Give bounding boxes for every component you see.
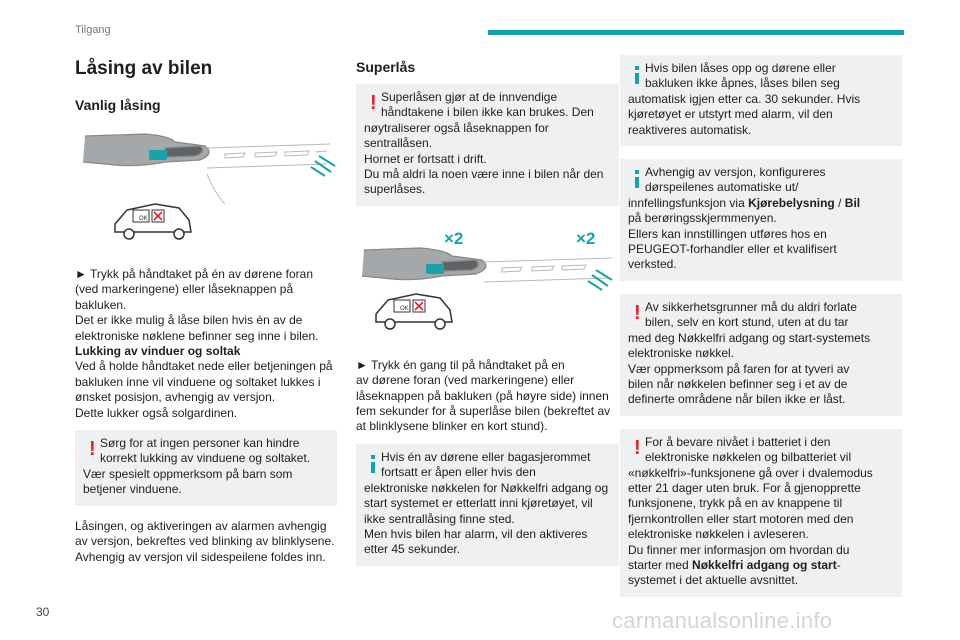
text-line: etter 45 sekunder. [364, 542, 461, 557]
menu-name-lighting: Kjørebelysning [748, 195, 835, 210]
text-line: Dette lukker også solgardinen. [75, 405, 238, 420]
text-line: elektroniske nøkkelen for Nøkkelfri adgang og [364, 480, 609, 495]
text-line: at blinklysene blinker en kort stund). [356, 419, 548, 434]
cross-icon [413, 300, 425, 312]
text-line: etter 21 dager uten bruk. For å gjenopprette [628, 480, 861, 495]
text-line: bakluken inne vil vinduene og soltaket lukkes i [75, 374, 321, 389]
text-line: Du må aldri la noen være inne i bilen når den [364, 167, 604, 182]
heading-windows-sunroof: Lukking av vinduer og soltak [75, 344, 241, 359]
text-line [628, 558, 892, 573]
text-line: systemet i det aktuelle avsnittet. [628, 573, 799, 588]
text-line: Hornet er fortsatt i drift. [364, 151, 487, 166]
text-line [628, 196, 892, 211]
warning-box-windows [75, 430, 337, 506]
column-3 [620, 55, 902, 597]
text-line: Låsingen, og aktiveringen av alarmen avhengig [75, 518, 327, 533]
ok-label: OK [400, 305, 409, 312]
text-line: korrekt lukking av vinduene og soltaket. [100, 451, 311, 466]
text-line: Ellers kan innstillingen utføres hos en [628, 226, 827, 241]
info-box-open-door [356, 444, 619, 566]
text-line: ønsket posisjon, avhengig av versjon. [75, 390, 276, 405]
info-box-mirror-folding [620, 159, 902, 281]
text-line: ► Trykk én gang til på håndtaket på en [356, 357, 565, 372]
text-line: med deg Nøkkelfri adgang og start-systemets [628, 330, 871, 345]
cross-icon [152, 210, 164, 222]
text-line: Hvis én av dørene eller bagasjerommet [381, 449, 591, 464]
door-panel-illustration [484, 258, 612, 282]
text-line: Men hvis bilen har alarm, vil den aktiveres [364, 526, 588, 541]
text-line: sentrallåsen. [364, 136, 433, 151]
text-line: fjernkontrollen eller start motoren med den [628, 511, 854, 526]
paragraph-press-handle [75, 267, 337, 421]
text-line: elektroniske nøkkelen i avleseren. [628, 527, 809, 542]
figure-normal-locking [75, 124, 337, 257]
text-line: start systemet er etterlatt inni kjøretøyet, vil [364, 496, 593, 511]
text-line: betjener vinduene. [83, 482, 182, 497]
warning-box-key-safety [620, 294, 902, 416]
text-line: Du finner mer informasjon om hvordan du [628, 542, 850, 557]
text-line: ! Sørg for at ingen personer kan hindre [100, 436, 300, 451]
times-two-label-left: ×2 [444, 228, 464, 248]
text-line: kjøretøyet er utstyrt med alarm, vil den [628, 107, 833, 122]
text-line: nøytraliserer også låseknappen for [364, 120, 549, 135]
ok-label: OK [139, 216, 148, 222]
text-line: ikke sentrallåsing finne sted. [364, 511, 515, 526]
feature-name-keyless: Nøkkelfri adgang og start [692, 557, 837, 572]
text-line: elektroniske nøklene befinner seg inne i bilen. [75, 328, 319, 343]
text-line: elektroniske nøkkelen og bilbatteriet vil [645, 450, 852, 465]
page-title: Låsing av bilen [75, 58, 213, 79]
text-line: funksjonene, trykk på en av knappene til [628, 496, 843, 511]
handle-illustration [83, 134, 209, 166]
text-line: Det er ikke mulig å låse bilen hvis én av de [75, 313, 303, 328]
text-line: ! Av sikkerhetsgrunner må du aldri forlate [645, 299, 857, 314]
text-line: bakluken. [75, 297, 127, 312]
times-two-label-right: ×2 [576, 228, 596, 248]
watermark: carmanualsonline.info [612, 608, 833, 633]
text-line: elektroniske nøkkel. [628, 346, 735, 361]
press-arrows [311, 156, 335, 176]
text-line: bilen når nøkkelen befinner seg i et av de [628, 376, 848, 391]
info-box-auto-relock [620, 55, 902, 146]
text-line: bakluken ikke åpnes, låses bilen seg [645, 76, 840, 91]
text-line: PEUGEOT-forhandler eller et kvalifisert [628, 242, 837, 257]
press-arrows [588, 270, 612, 290]
text-line: håndtakene i bilen ikke kan brukes. Den [381, 105, 594, 120]
menu-name-vehicle: Bil [844, 195, 861, 210]
figure-deadlocking [356, 224, 619, 342]
text-line: (ved markeringene) eller låseknappen på [75, 282, 294, 297]
text-line: fem sekunder for å superlåse bilen (bekreftet av [356, 404, 611, 419]
text-fragment: - [836, 557, 841, 572]
text-fragment: starter med [628, 557, 693, 572]
text-line: ! Superlåsen gjør at de innvendige [381, 90, 558, 104]
section-header: Tilgang [75, 24, 111, 36]
text-line: Hvis bilen låses opp og dørene eller [645, 61, 836, 75]
text-line: reaktiveres automatisk. [628, 122, 752, 137]
text-line: av dørene foran (ved markeringene) eller [356, 373, 575, 388]
paragraph-confirmation [75, 519, 337, 565]
paragraph-deadlock-action [356, 358, 619, 435]
text-fragment: / [834, 195, 845, 210]
text-line: dørspeilenes automatiske ut/ [645, 180, 799, 195]
warning-box-deadlock [356, 84, 619, 206]
text-line: definerte områdene når bilen ikke er låst. [628, 392, 846, 407]
text-line: på berøringsskjermmenyen. [628, 211, 777, 226]
text-line: ! For å bevare nivået i batteriet i den [645, 434, 831, 449]
page-number: 30 [36, 605, 50, 619]
text-line: superlåses. [364, 182, 426, 197]
text-line: Vær spesielt oppmerksom på barn som [83, 466, 293, 481]
text-line: Vær oppmerksom på faren for at tyveri av [628, 361, 850, 376]
column-2 [356, 58, 619, 566]
text-line: av versjon, bekreftes ved blinking av blinklysene. [75, 534, 335, 549]
text-line: verksted. [628, 257, 677, 272]
text-line: Avhengig av versjon vil sidespeilene foldes inn. [75, 549, 326, 564]
text-fragment: innfellingsfunksjon via [628, 195, 749, 210]
text-line: låseknappen på bakluken (på høyre side) innen [356, 388, 609, 403]
text-line: Ved å holde håndtaket nede eller betjeningen på [75, 359, 333, 374]
text-line: «nøkkelfri»-funksjonene gå over i dvalemodus [628, 465, 873, 480]
subtitle-normal-locking: Vanlig låsing [75, 97, 161, 113]
door-panel-illustration [207, 144, 330, 204]
warning-box-battery [620, 429, 902, 597]
header-accent-bar [488, 30, 904, 35]
text-line: fortsatt er åpen eller hvis den [381, 465, 536, 480]
text-line: ► Trykk på håndtaket på én av dørene foran [75, 267, 314, 281]
column-1 [75, 58, 337, 565]
handle-illustration [362, 248, 486, 280]
text-line: bilen, selv en kort stund, uten at du tar [645, 315, 849, 330]
text-line: automatisk igjen etter ca. 30 sekunder. Hvis [628, 91, 861, 106]
subtitle-deadlocking: Superlås [356, 59, 416, 75]
text-line: Avhengig av versjon, konfigureres [645, 165, 826, 180]
